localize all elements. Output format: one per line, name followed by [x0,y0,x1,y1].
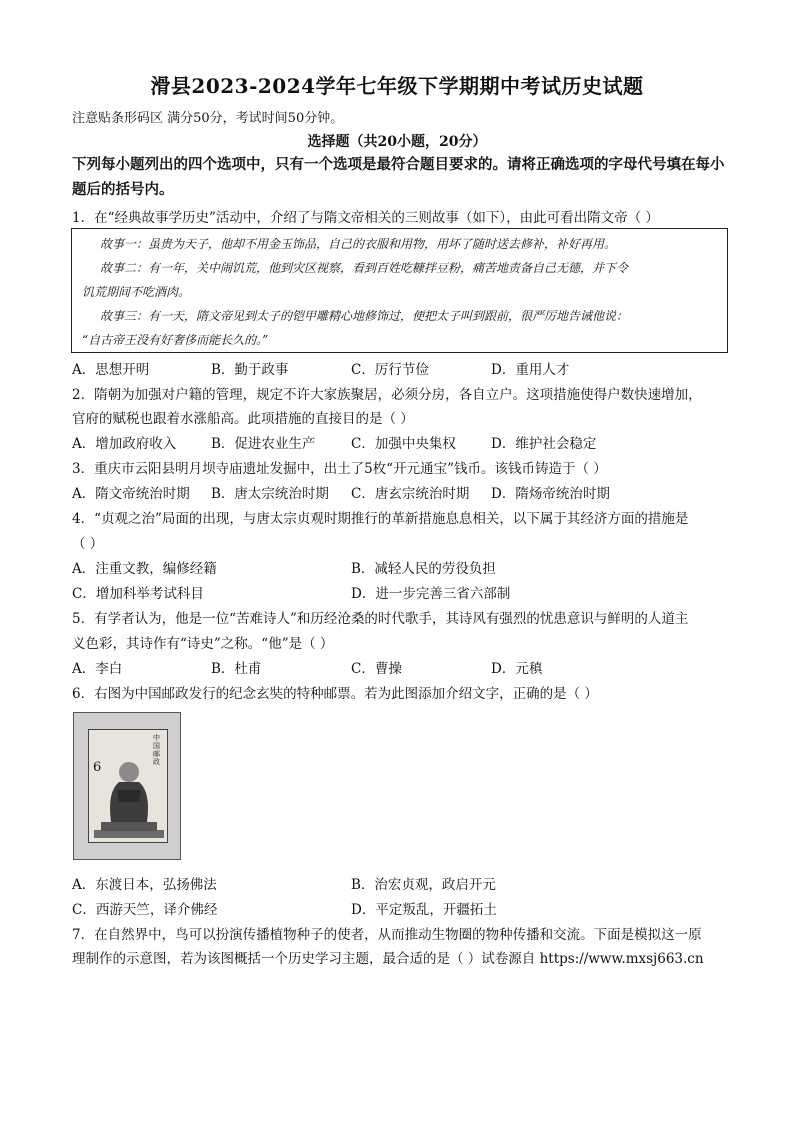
q5-option-d: D．元稹 [491,661,543,677]
q7-stem-1: 7．在自然界中，鸟可以扮演传播植物种子的使者，从而推动生物圈的物种传播和交流。下面是模拟这一原 [72,927,702,943]
q6-option-b: B．治宏贞观，政启开元 [351,877,496,893]
q1-option-d: D．重用人才 [491,362,570,378]
q4-option-b: B．减轻人民的劳役负担 [351,561,496,577]
stamp-country-label: 中国邮政 [153,734,160,766]
q5-stem-2: 义色彩，其诗作有“诗史”之称。“他”是（ ） [72,636,334,652]
q1-option-c: C．厉行节俭 [351,362,429,378]
xuanzang-stamp-image [73,712,181,860]
story-2-cont: 饥荒期间不吃酒肉。 [82,285,191,299]
q5-option-a: A．李白 [72,661,123,677]
monk-figure-icon [89,730,168,843]
q1-option-b: B．勤于政事 [211,362,289,378]
q3-stem: 3．重庆市云阳县明月坝寺庙遗址发掘中，出土了5枚“开元通宝”钱币。该钱币铸造于（ ） [72,461,607,477]
q2-stem-1: 2．隋朝为加强对户籍的管理，规定不许大家族聚居，必须分房，各自立户。这项措施使得户数快速增加， [72,387,702,403]
q4-option-a: A．注重文教，编修经籍 [72,561,217,577]
q3-option-b: B．唐太宗统治时期 [211,486,329,502]
q4-option-d: D．进一步完善三省六部制 [351,586,511,602]
q2-option-c: C．加强中央集权 [351,436,456,452]
q4-option-c: C．增加科举考试科目 [72,586,204,602]
stamp-denomination: 6 [93,760,102,775]
section-heading: 选择题（共20小题，20分） [307,134,487,150]
story-2: 故事二：有一年，关中闹饥荒，他到灾区视察，看到百姓吃糠拌豆粉，痛苦地责备自己无德，并下令 [100,261,629,275]
q2-option-b: B．促进农业生产 [211,436,316,452]
q3-option-a: A．隋文帝统治时期 [72,486,190,502]
q2-option-d: D．维护社会稳定 [491,436,597,452]
q4-stem-1: 4．“贞观之治”局面的出现，与唐太宗贞观时期推行的革新措施息息相关，以下属于其经济方面的措施是 [72,511,689,527]
page-title: 滑县2023-2024学年七年级下学期期中考试历史试题 [150,74,644,98]
instructions: 下列每小题列出的四个选项中，只有一个选项是最符合题目要求的。请将正确选项的字母代号填在每小题后的括号内。 [72,156,725,198]
q7-stem-2: 理制作的示意图，若为该图概括一个历史学习主题，最合适的是（ ）试卷源自 https://www.mxsj663.cn [72,951,704,967]
q3-option-c: C．唐玄宗统治时期 [351,486,470,502]
story-3: 故事三：有一天，隋文帝见到太子的铠甲雕精心地修饰过，便把太子叫到跟前，很严厉地告诫他说： [100,309,629,323]
q1-option-a: A．思想开明 [72,362,150,378]
q2-option-a: A．增加政府收入 [72,436,177,452]
q2-stem-2: 官府的赋税也跟着水涨船高。此项措施的直接目的是（ ） [72,411,414,427]
story-3-cont: “自古帝王没有好奢侈而能长久的。” [82,333,269,347]
q5-stem-1: 5．有学者认为，他是一位“苦难诗人”和历经沧桑的时代歌手，其诗风有强烈的忧患意识与鲜明的人道主 [72,611,689,627]
q6-option-c: C．西游天竺，译介佛经 [72,902,218,918]
q4-stem-2: （ ） [72,536,104,552]
exam-notice: 注意贴条形码区 满分50分，考试时间50分钟。 [72,111,344,126]
q5-option-c: C．曹操 [351,661,402,677]
q1-stem: 1．在“经典故事学历史”活动中，介绍了与隋文帝相关的三则故事（如下），由此可看出隋文帝（ ） [72,210,659,226]
q5-option-b: B．杜甫 [211,661,262,677]
q6-option-d: D．平定叛乱，开疆拓土 [351,902,497,918]
q1-story-box [71,228,728,353]
q6-stem: 6．右图为中国邮政发行的纪念玄奘的特种邮票。若为此图添加介绍文字，正确的是（ ） [72,686,598,702]
stamp-picture [88,729,168,843]
story-1: 故事一：虽贵为天子，他却不用金玉饰品，自己的衣服和用物，用坏了随时送去修补，补好再用。 [100,237,617,251]
q3-option-d: D．隋炀帝统治时期 [491,486,610,502]
q6-option-a: A．东渡日本，弘扬佛法 [72,877,217,893]
